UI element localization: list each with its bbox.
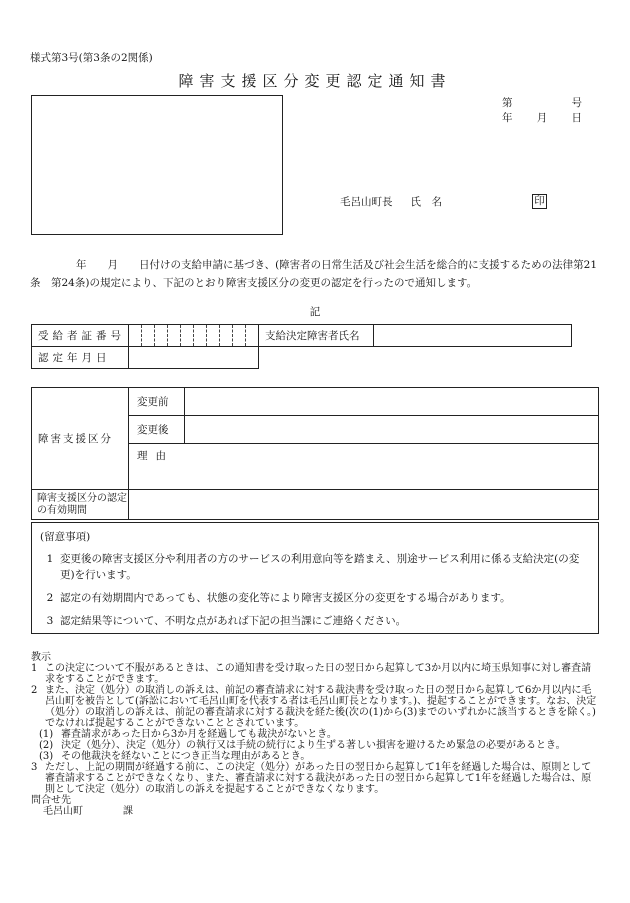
instruction-sub-item — [31, 740, 601, 751]
recipient-no-digit[interactable] — [142, 325, 155, 347]
note-item — [40, 613, 590, 629]
sub-text: 決定（処分）、決定（処分）の執行又は手続の続行により生ずる著しい損害を避けるため緊急の必要があるとき。 — [61, 740, 566, 751]
validity-field[interactable] — [129, 490, 599, 520]
note-number: 1 — [46, 553, 54, 565]
recipient-no-digit[interactable] — [207, 325, 220, 347]
note-item — [40, 590, 590, 606]
instruction-item — [31, 685, 601, 729]
page-title: 障害支援区分変更認定通知書 — [178, 72, 452, 90]
recipient-no-digit[interactable] — [168, 325, 181, 347]
year-label: 年 — [502, 112, 513, 124]
reason-field[interactable] — [129, 444, 599, 490]
category-table — [31, 387, 599, 520]
instruction-number: 3 — [31, 762, 38, 773]
note-number: 3 — [46, 615, 54, 627]
note-item — [40, 551, 590, 583]
day-label: 日 — [571, 112, 582, 124]
reason-label: 理由 — [137, 450, 174, 462]
form-number: 様式第3号(第3条の2関係) — [30, 52, 153, 64]
recipient-no-digit[interactable] — [181, 325, 194, 347]
recipient-no-digit[interactable] — [220, 325, 233, 347]
document-number — [502, 96, 582, 126]
instructions — [31, 652, 601, 817]
sub-number: (1) — [39, 729, 54, 740]
note-text: 認定結果等について、不明な点があれば下記の担当課にご連絡ください。 — [60, 615, 407, 627]
sub-number: (2) — [39, 740, 54, 751]
recipient-no-digit[interactable] — [129, 325, 142, 347]
instruction-text: ただし、上記の期間が経過する前に、この決定（処分）があった日の翌日から起算して1年を経過した場合は、原則として審査請求することができなくなり、また、審査請求に対する裁決があった日の翌日から起算して1年を経過した場合は、原則として決定（処分）の取消しの訴えを提起することができなくなります。 — [45, 762, 592, 795]
notes-heading: (留意事項) — [40, 531, 91, 543]
instruction-text: また、決定（処分）の取消しの訴えは、前記の審査請求に対する裁決書を受け取った日の翌日から起算して6か月以内に毛呂山町を被告として(訴訟において毛呂山町を代表する者は毛呂山町長となります。)、提起することができます。なお、決定（処分）の取消しの訴えは、前記の審査請求に対する裁決を経た後(次の(1)から(3)までのいずれかに該当するときを除く。)でなければ提起することができないこととされています。 — [45, 685, 597, 729]
contact-label: 問合せ先 — [31, 795, 71, 806]
doc-go-label: 号 — [571, 97, 582, 109]
recipient-no-label: 受給者証番号 — [32, 325, 129, 347]
category-label: 障害支援区分 — [32, 388, 129, 490]
sub-number: (3) — [39, 751, 54, 762]
recipient-table — [31, 324, 572, 369]
instruction-number: 1 — [31, 663, 38, 674]
body-text: 年 月 日付けの支給申請に基づき、(障害者の日常生活及び社会生活を総合的に支援するための法律第21条 第24条)の規定により、下記のとおり障害支援区分の変更の認定を行ったので通知します。 — [30, 259, 598, 289]
validity-label: 障害支援区分の認定の有効期間 — [32, 490, 129, 520]
instruction-number: 2 — [31, 685, 38, 696]
note-text: 変更後の障害支援区分や利用者の方のサービスの利用意向等を踏まえ、別途サービス利用に係る支給決定(の変更)を行います。 — [60, 553, 580, 581]
month-label: 月 — [536, 112, 548, 124]
decided-name-field[interactable] — [374, 325, 572, 347]
note-number: 2 — [46, 592, 54, 604]
instruction-item — [31, 663, 601, 685]
before-field[interactable] — [185, 388, 599, 416]
cert-date-label: 認定年月日 — [32, 347, 129, 369]
sub-text: 審査請求があった日から3か月を経過しても裁決がないとき。 — [61, 729, 337, 740]
instruction-sub-item — [31, 751, 601, 762]
issuer — [340, 194, 547, 209]
sub-text: その他裁決を経ないことにつき正当な理由があるとき。 — [61, 751, 311, 762]
after-field[interactable] — [185, 416, 599, 444]
seal-mark: 印 — [532, 194, 547, 209]
doc-no-label: 第 — [502, 97, 513, 109]
after-label: 変更後 — [129, 416, 185, 444]
instruction-sub-item — [31, 729, 601, 740]
notes-box — [31, 522, 599, 634]
contact-org: 毛呂山町 課 — [43, 806, 133, 817]
cert-date-field[interactable] — [129, 347, 259, 369]
instruction-text: この決定について不服があるときは、この通知書を受け取った日の翌日から起算して3か月以内に埼玉県知事に対し審査請求をすることができます。 — [45, 663, 592, 685]
name-label: 氏 名 — [410, 196, 442, 208]
decided-name-label: 支給決定障害者氏名 — [259, 325, 374, 347]
recipient-no-digit[interactable] — [155, 325, 168, 347]
ki-label: 記 — [309, 306, 321, 318]
instruction-item — [31, 762, 601, 795]
recipient-no-digit[interactable] — [194, 325, 207, 347]
recipient-no-digit[interactable] — [246, 325, 259, 347]
mayor-label: 毛呂山町長 — [340, 196, 393, 208]
note-text: 認定の有効期間内であっても、状態の変化等により障害支援区分の変更をする場合があります。 — [60, 592, 511, 604]
before-label: 変更前 — [129, 388, 185, 416]
address-box — [31, 95, 283, 235]
instructions-heading: 教示 — [31, 652, 51, 663]
recipient-no-digit[interactable] — [233, 325, 246, 347]
